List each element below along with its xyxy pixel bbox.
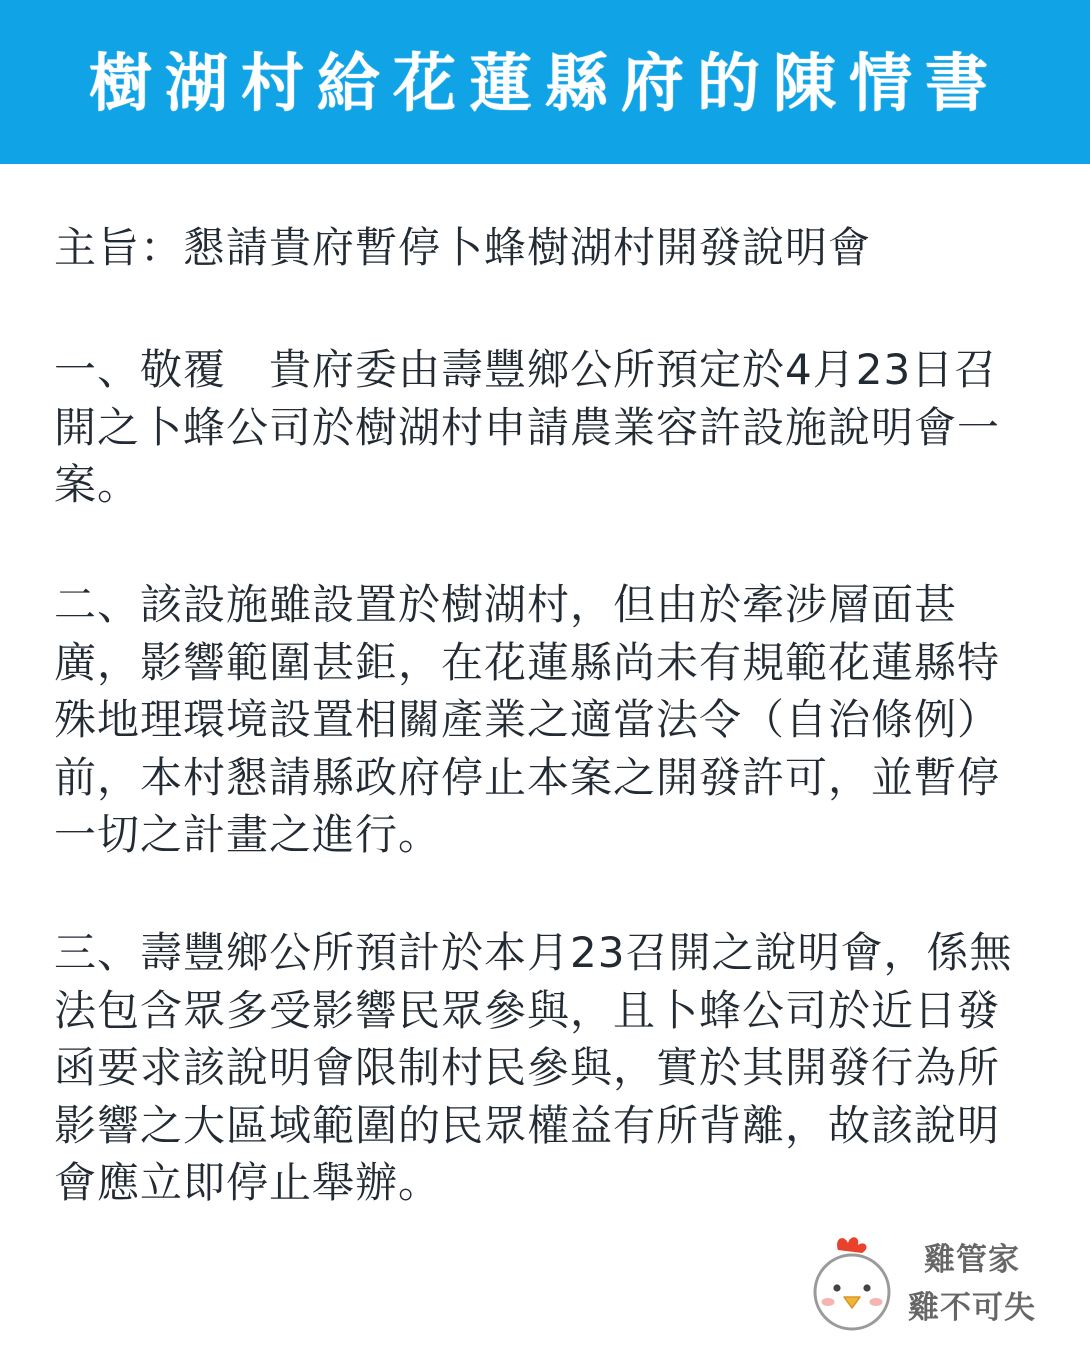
watermark-slogan: 雞不可失	[908, 1290, 1036, 1326]
page-title: 樹湖村給花蓮縣府的陳情書	[89, 46, 1001, 120]
watermark-logo	[808, 1232, 1048, 1342]
paragraph-two: 二、該設施雖設置於樹湖村，但由於牽涉層面甚廣，影響範圍甚鉅，在花蓮縣尚未有規範花蓮縣特殊地理環境設置相關產業之適當法令（自治條例）前，本村懇請縣政府停止本案之開發許可，並暫停一切之計畫之進行。	[54, 580, 1001, 859]
paragraph-three: 三、壽豐鄉公所預計於本月23召開之說明會，係無法包含眾多受影響民眾參與，且卜蜂公司於近日發函要求該說明會限制村民參與，實於其開發行為所影響之大區域範圍的民眾權益有所背離，故該說明會應立即停止舉辦。	[54, 928, 1013, 1207]
title-banner	[0, 0, 1090, 164]
subject-line: 主旨：懇請貴府暫停卜蜂樹湖村開發說明會	[54, 223, 872, 272]
watermark-brand: 雞管家	[924, 1242, 1020, 1278]
chicken-mascot-icon	[808, 1232, 892, 1336]
paragraph-one: 一、敬覆 貴府委由壽豐鄉公所預定於4月23日召開之卜蜂公司於樹湖村申請農業容許設施說明會一案。	[54, 345, 1001, 509]
